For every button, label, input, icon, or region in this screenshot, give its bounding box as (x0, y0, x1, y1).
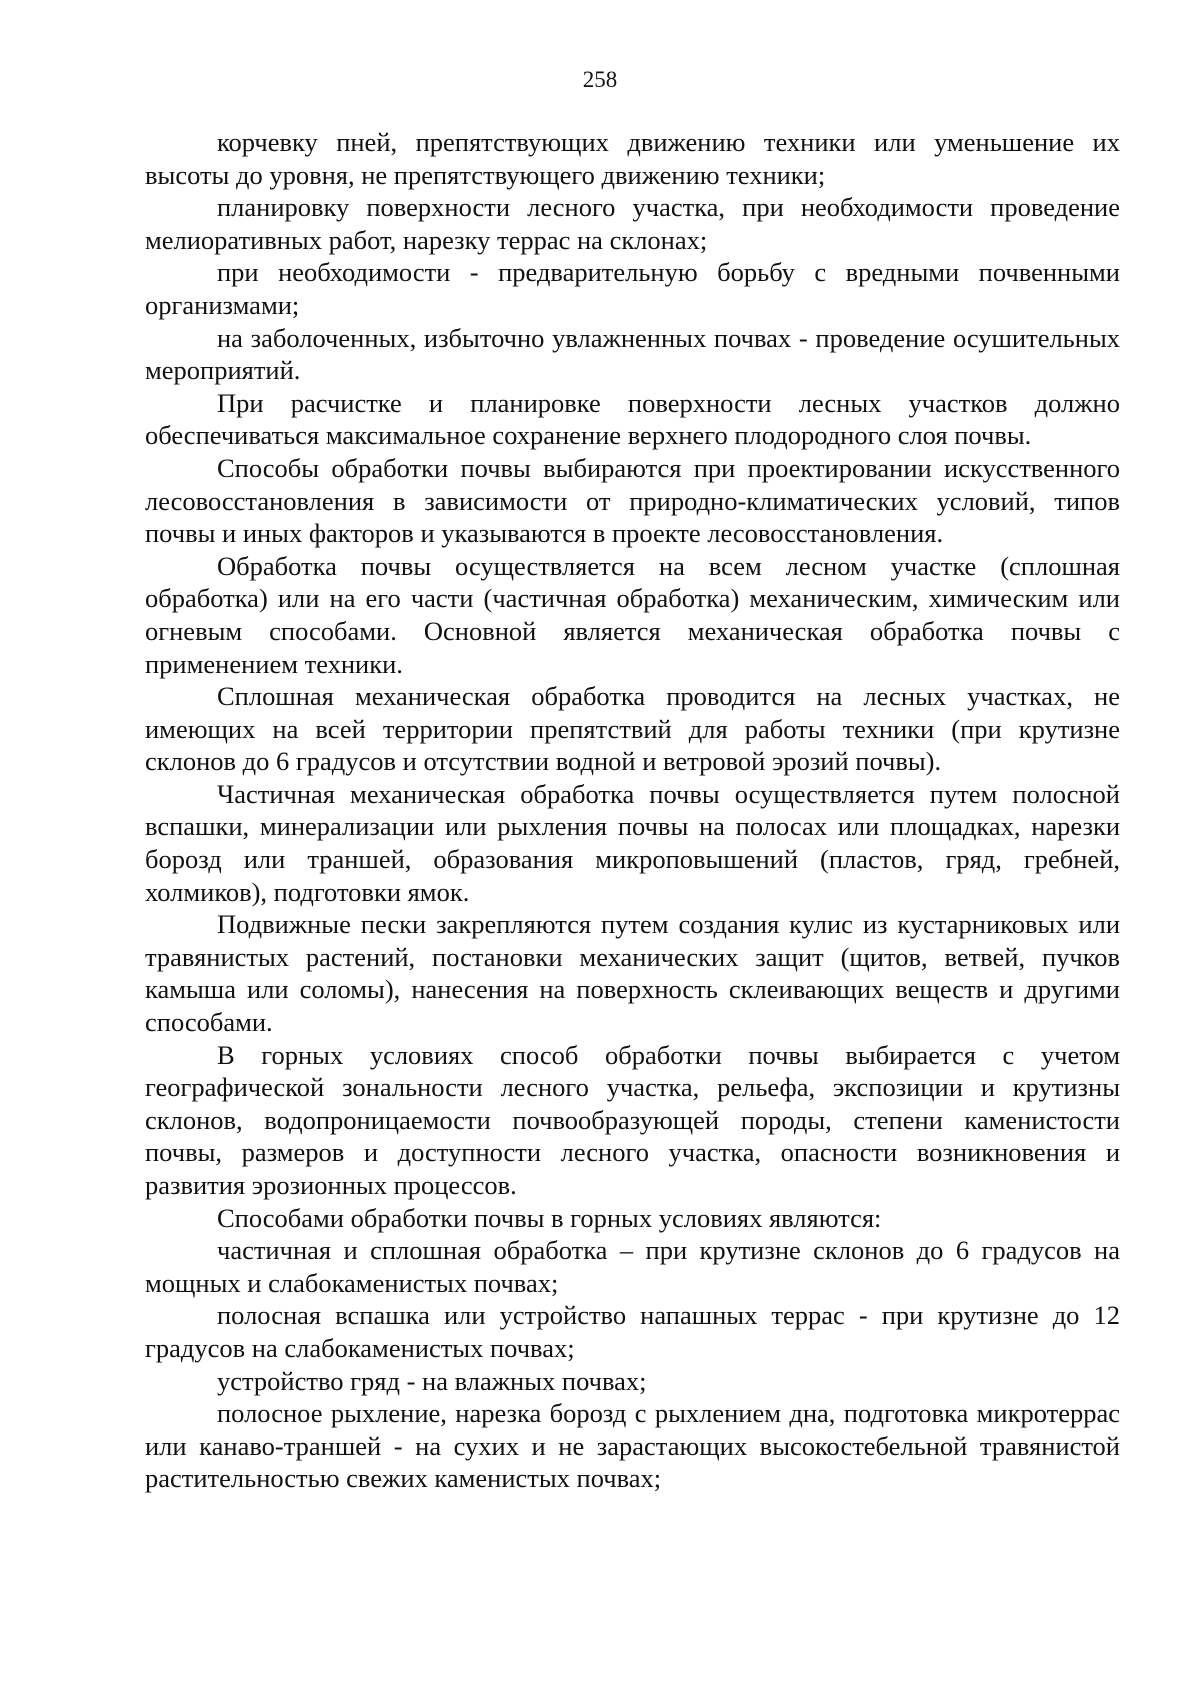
paragraph: При расчистке и планировке поверхности лесных участков должно обеспечиваться максимальное сохранение верхнего плодородного слоя почвы. (145, 387, 1120, 451)
paragraph: на заболоченных, избыточно увлажненных почвах - проведение осушительных мероприятий. (145, 322, 1120, 386)
paragraph: при необходимости - предварительную борьбу с вредными почвенными организмами; (145, 257, 1120, 320)
paragraph: В горных условиях способ обработки почвы выбирается с учетом географической зональности лесного участка, рельефа, экспозиции и крутизны склонов, водопроницаемости почвообразующей породы, степени каменистости почвы, размеров и доступности лесного участка, опасности возникновения и развития эрозионных процессов. (145, 1039, 1120, 1200)
document-body (145, 126, 1120, 1495)
paragraph: Частичная механическая обработка почвы осуществляется путем полосной вспашки, минерализации или рыхления почвы на полосах или площадках, нарезки борозд или траншей, образования микроповышений (пластов, гряд, гребней, холмиков), подготовки ямок. (145, 778, 1120, 907)
paragraph: планировку поверхности лесного участка, при необходимости проведение мелиоративных работ, нарезку террас на склонах; (145, 192, 1120, 255)
paragraph: Сплошная механическая обработка проводится на лесных участках, не имеющих на всей территории препятствий для работы техники (при крутизне склонов до 6 градусов и отсутствии водной и ветровой эрозий почвы). (145, 681, 1120, 777)
paragraph: полосное рыхление, нарезка борозд с рыхлением дна, подготовка микротеррас или канаво-траншей - на сухих и не зарастающих высокостебельной травянистой растительностью свежих каменистых почвах; (145, 1398, 1120, 1494)
paragraph: Способы обработки почвы выбираются при проектировании искусственного лесовосстановления в зависимости от природно-климатических условий, типов почвы и иных факторов и указываются в проекте лесовосстановления. (145, 452, 1120, 549)
paragraph: устройство гряд - на влажных почвах; (217, 1365, 647, 1396)
paragraph: Подвижные пески закрепляются путем создания кулис из кустарниковых или травянистых растений, постановки механических защит (щитов, ветвей, пучков камыша или соломы), нанесения на поверхность склеивающих веществ и другими способами. (145, 909, 1120, 1038)
paragraph: полосная вспашка или устройство напашных террас - при крутизне до 12 градусов на слабокаменистых почвах; (145, 1300, 1120, 1363)
paragraph: корчевку пней, препятствующих движению техники или уменьшение их высоты до уровня, не препятствующего движению техники; (145, 127, 1120, 190)
page-number: 258 (582, 67, 618, 92)
paragraph: Способами обработки почвы в горных условиях являются: (217, 1202, 882, 1233)
paragraph: Обработка почвы осуществляется на всем лесном участке (сплошная обработка) или на его части (частичная обработка) механическим, химическим или огневым способами. Основной является механическая обработка почвы с применением техники. (145, 550, 1120, 679)
paragraph: частичная и сплошная обработка – при крутизне склонов до 6 градусов на мощных и слабокаменистых почвах; (145, 1235, 1120, 1298)
